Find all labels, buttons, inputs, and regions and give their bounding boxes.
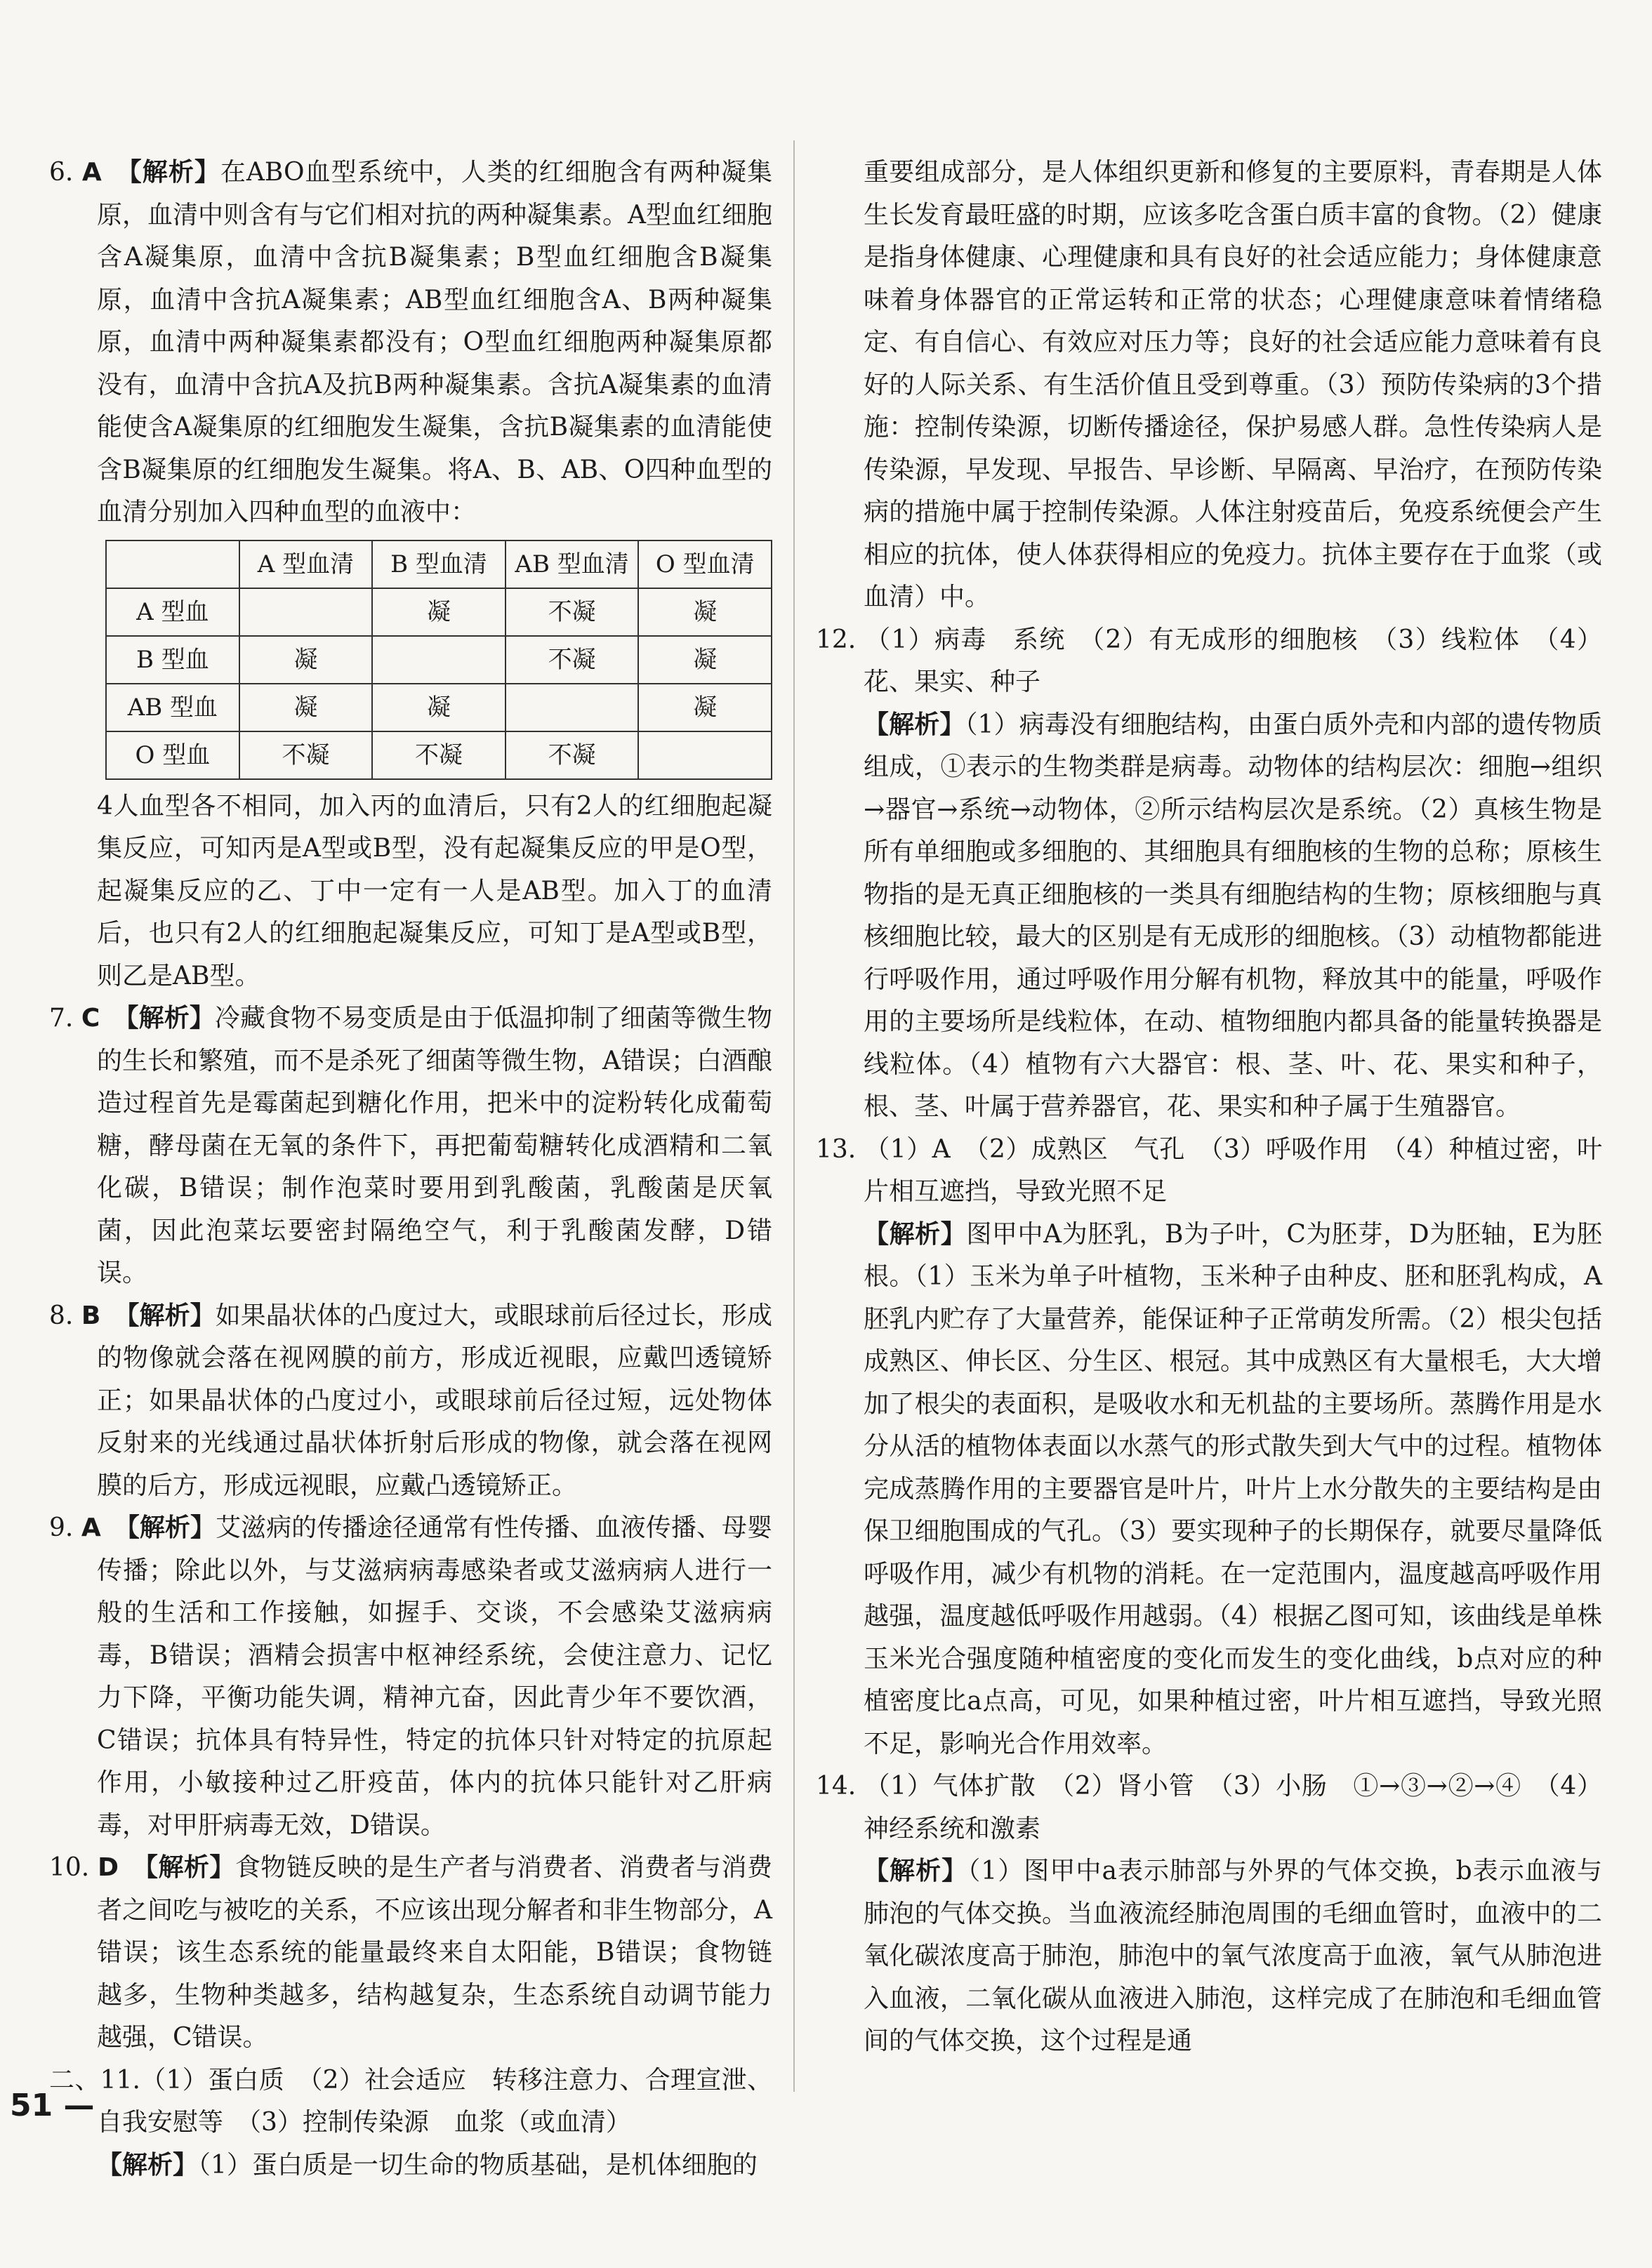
table-cell: A 型血: [106, 588, 239, 636]
table-cell: 不凝: [505, 588, 639, 636]
table-cell: O 型血清: [638, 541, 772, 588]
page-number: 51 —: [10, 2088, 95, 2123]
q6-answer: 6. A 【解析】在ABO血型系统中，人类的红细胞含有两种凝集原，血清中则含有与它们相对抗的两种凝集素。A型血红细胞含A凝集原，血清中含抗B凝集素；B型血红细胞含B凝集原，血清中含抗A凝集素；AB型血红细胞含A、B两种凝集原，血清中两种凝集素都没有；O型血红细胞两种凝集原都没有，血清中含抗A及抗B两种凝集素。含抗A凝集素的血清能使含A凝集原的红细胞发生凝集，含抗B凝集素的血清能使含B凝集原的红细胞发生凝集。将A、B、AB、O四种血型的血清分别加入四种血型的血液中：: [49, 158, 772, 526]
q11-answer: 二、11.（1）蛋白质 （2）社会适应 转移注意力、合理宣泄、自我安慰等 （3）控制传染源 血浆（或血清）: [49, 2065, 772, 2137]
q14-analysis: 【解析】（1）图甲中a表示肺部与外界的气体交换，b表示血液与肺泡的气体交换。当血液流经肺泡周围的毛细血管时，血液中的二氧化碳浓度高于肺泡，肺泡中的氧气浓度高于血液，氧气从肺泡进入血液，二氧化碳从血液进入肺泡，这样完成了在肺泡和毛细血管间的气体交换，这个过程是通: [864, 1857, 1602, 2055]
table-cell: [372, 636, 505, 684]
column-divider: [793, 140, 795, 2092]
table-row: [106, 731, 772, 779]
table-cell: 不凝: [505, 731, 639, 779]
table-cell: AB 型血清: [505, 541, 639, 588]
table-cell: [638, 731, 772, 779]
q12-answer: 12. （1）病毒 系统 （2）有无成形的细胞核 （3）线粒体 （4）花、果实、种子: [816, 625, 1602, 696]
right-column: [816, 152, 1602, 2063]
q13-answer: 13. （1）A （2）成熟区 气孔 （3）呼吸作用 （4）种植过密，叶片相互遮挡，导致光照不足: [816, 1134, 1602, 1206]
q8-answer: 8. B 【解析】如果晶状体的凸度过大，或眼球前后径过长，形成的物像就会落在视网膜的前方，形成近视眼，应戴凹透镜矫正；如果晶状体的凸度过小，或眼球前后径过短，远处物体反射来的光线通过晶状体折射后形成的物像，就会落在视网膜的后方，形成远视眼，应戴凸透镜矫正。: [49, 1301, 772, 1500]
table-cell: B 型血: [106, 636, 239, 684]
table-cell: 凝: [638, 684, 772, 731]
table-cell: 凝: [372, 588, 505, 636]
q14-answer: 14. （1）气体扩散 （2）肾小管 （3）小肠 ①→③→②→④ （4）神经系统和激素: [816, 1772, 1602, 1843]
blood-type-table: [105, 540, 772, 780]
q7-answer: 7. C 【解析】冷藏食物不易变质是由于低温抑制了细菌等微生物的生长和繁殖，而不是杀死了细菌等微生物，A错误；白酒酿造过程首先是霉菌起到糖化作用，把米中的淀粉转化成葡萄糖，酵母菌在无氧的条件下，再把葡萄糖转化成酒精和二氧化碳，B错误；制作泡菜时要用到乳酸菌，乳酸菌是厌氧菌，因此泡菜坛要密封隔绝空气，利于乳酸菌发酵，D错误。: [49, 1004, 772, 1287]
q9-answer: 9. A 【解析】艾滋病的传播途径通常有性传播、血液传播、母婴传播；除此以外，与艾滋病病毒感染者或艾滋病病人进行一般的生活和工作接触，如握手、交谈，不会感染艾滋病病毒，B错误；酒精会损害中枢神经系统，会使注意力、记忆力下降，平衡功能失调，精神亢奋，因此青少年不要饮酒，C错误；抗体具有特异性，特定的抗体只针对特定的抗原起作用，小敏接种过乙肝疫苗，体内的抗体只能针对乙肝病毒，对甲肝病毒无效，D错误。: [49, 1513, 772, 1840]
table-cell: 凝: [638, 588, 772, 636]
table-cell: 凝: [638, 636, 772, 684]
table-cell: 不凝: [505, 636, 639, 684]
left-column: [49, 152, 772, 2187]
q10-answer: 10. D 【解析】食物链反映的是生产者与消费者、消费者与消费者之间吃与被吃的关系，不应该出现分解者和非生物部分，A错误；该生态系统的能量最终来自太阳能，B错误；食物链越多，生物种类越多，结构越复杂，生态系统自动调节能力越强，C错误。: [49, 1853, 772, 2052]
table-cell: [106, 541, 239, 588]
table-cell: 凝: [372, 684, 505, 731]
table-cell: [239, 588, 373, 636]
table-header-row: [106, 541, 772, 588]
table-cell: 凝: [239, 636, 373, 684]
table-row: [106, 588, 772, 636]
table-row: [106, 636, 772, 684]
q11-analysis-continued: 重要组成部分，是人体组织更新和修复的主要原料，青春期是人体生长发育最旺盛的时期，应该多吃含蛋白质丰富的食物。（2）健康是指身体健康、心理健康和具有良好的社会适应能力；身体健康意味着身体器官的正常运转和正常的状态；心理健康意味着情绪稳定、有自信心、有效应对压力等；良好的社会适应能力意味着有良好的人际关系、有生活价值且受到尊重。（3）预防传染病的3个措施：控制传染源，切断传播途径，保护易感人群。急性传染病人是传染源，早发现、早报告、早诊断、早隔离、早治疗，在预防传染病的措施中属于控制传染源。人体注射疫苗后，免疫系统便会产生相应的抗体，使人体获得相应的免疫力。抗体主要存在于血浆（或血清）中。: [864, 158, 1602, 611]
table-row: [106, 684, 772, 731]
table-cell: B 型血清: [372, 541, 505, 588]
table-cell: A 型血清: [239, 541, 373, 588]
table-cell: 不凝: [372, 731, 505, 779]
q13-analysis: 【解析】图甲中A为胚乳，B为子叶，C为胚芽，D为胚轴，E为胚根。（1）玉米为单子叶植物，玉米种子由种皮、胚和胚乳构成，A胚乳内贮存了大量营养，能保证种子正常萌发所需。（2）根尖包括成熟区、伸长区、分生区、根冠。其中成熟区有大量根毛，大大增加了根尖的表面积，是吸收水和无机盐的主要场所。蒸腾作用是水分从活的植物体表面以水蒸气的形式散失到大气中的过程。植物体完成蒸腾作用的主要器官是叶片，叶片上水分散失的主要结构是由保卫细胞围成的气孔。（3）要实现种子的长期保存，就要尽量降低呼吸作用，减少有机物的消耗。在一定范围内，温度越高呼吸作用越强，温度越低呼吸作用越弱。（4）根据乙图可知，该曲线是单株玉米光合强度随种植密度的变化而发生的变化曲线，b点对应的种植密度比a点高，可见，如果种植过密，叶片相互遮挡，导致光照不足，影响光合作用效率。: [864, 1219, 1602, 1758]
table-cell: [505, 684, 639, 731]
table-cell: 凝: [239, 684, 373, 731]
table-cell: 不凝: [239, 731, 373, 779]
q12-analysis: 【解析】（1）病毒没有细胞结构，由蛋白质外壳和内部的遗传物质组成，①表示的生物类群是病毒。动物体的结构层次：细胞→组织→器官→系统→动物体，②所示结构层次是系统。（2）真核生物是所有单细胞或多细胞的、其细胞具有细胞核的生物的总称；原核生物指的是无真正细胞核的一类具有细胞结构的生物；原核细胞与真核细胞比较，最大的区别是有无成形的细胞核。（3）动植物都能进行呼吸作用，通过呼吸作用分解有机物，释放其中的能量，呼吸作用的主要场所是线粒体，在动、植物细胞内都具备的能量转换器是线粒体。（4）植物有六大器官：根、茎、叶、花、果实和种子，根、茎、叶属于营养器官，花、果实和种子属于生殖器官。: [864, 710, 1602, 1121]
q6-conclusion: 4人血型各不相同，加入丙的血清后，只有2人的红细胞起凝集反应，可知丙是A型或B型，没有起凝集反应的甲是O型，起凝集反应的乙、丁中一定有一人是AB型。加入丁的血清后，也只有2人的红细胞起凝集反应，可知丁是A型或B型，则乙是AB型。: [97, 791, 772, 990]
q11-analysis: 【解析】（1）蛋白质是一切生命的物质基础，是机体细胞的: [97, 2150, 758, 2180]
table-cell: AB 型血: [106, 684, 239, 731]
table-cell: O 型血: [106, 731, 239, 779]
